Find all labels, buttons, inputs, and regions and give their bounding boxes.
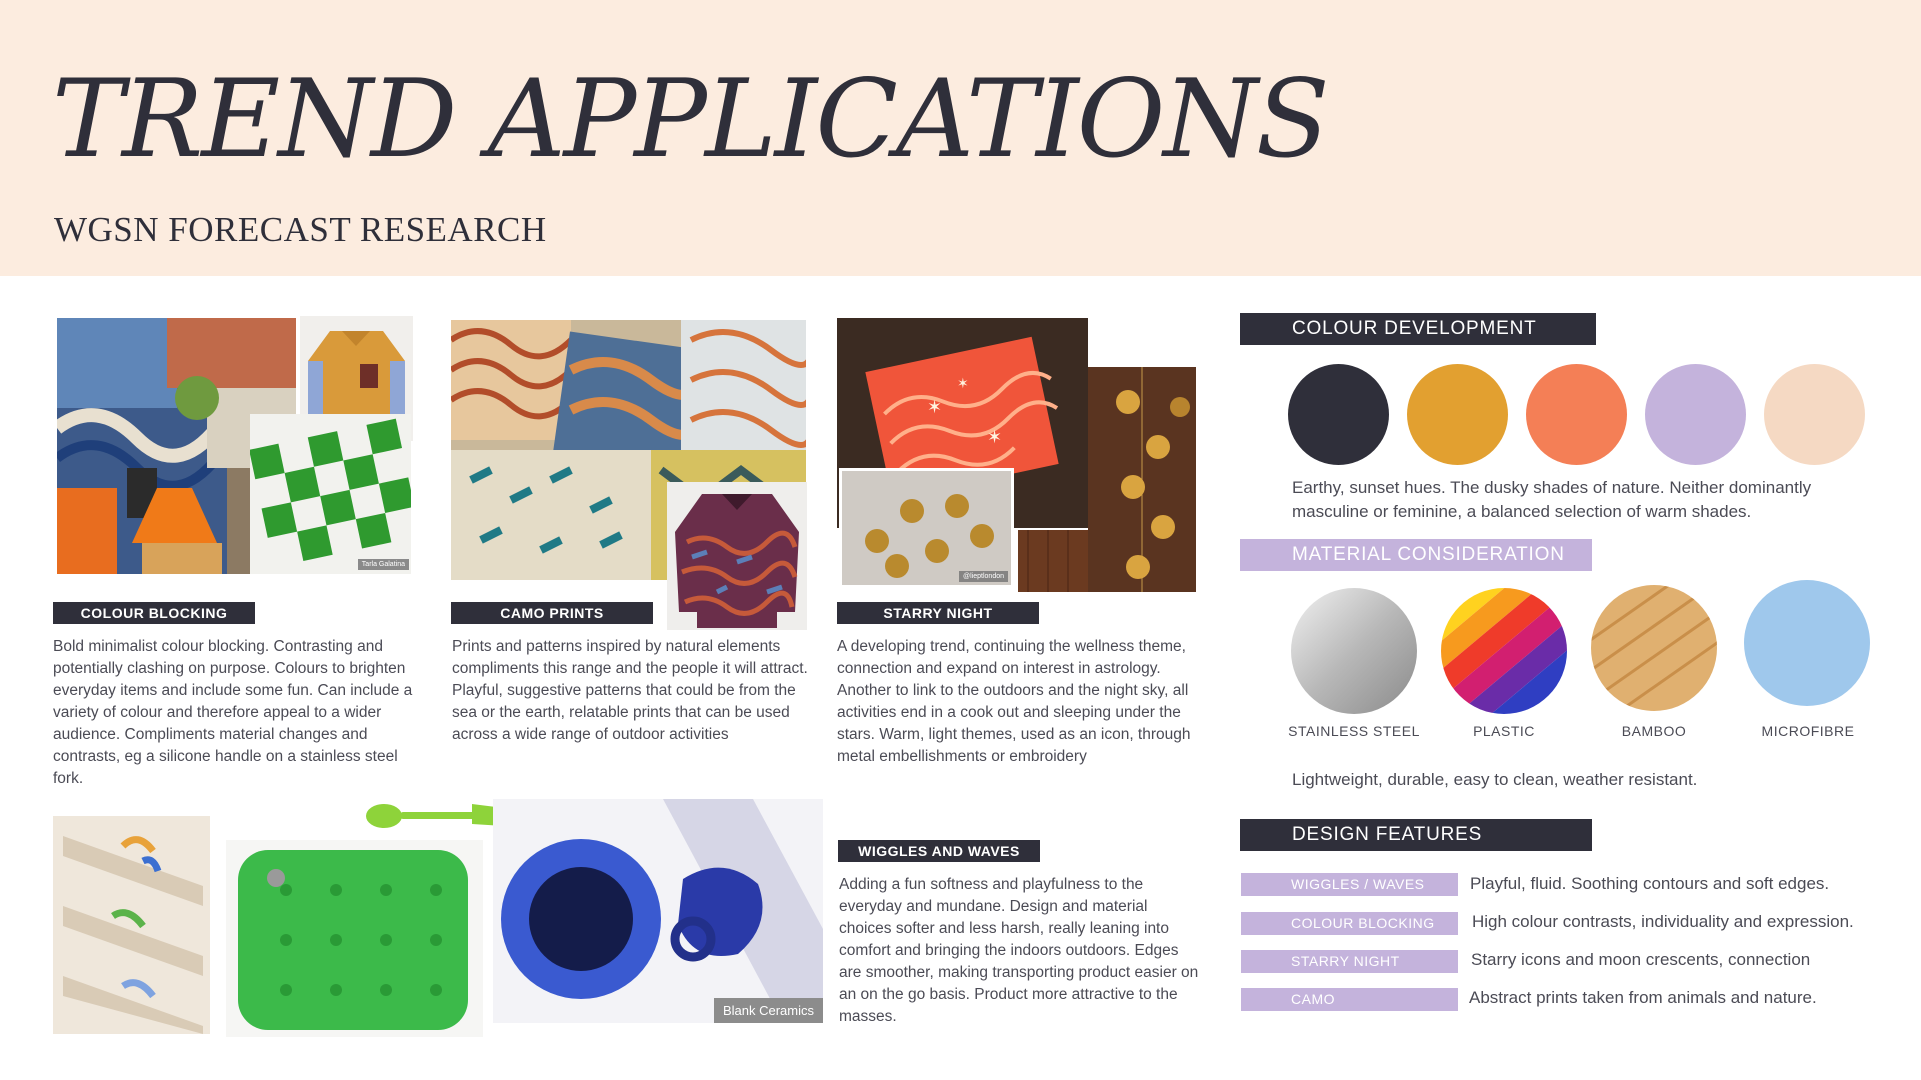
feature-desc-camo: Abstract prints taken from animals and nature. xyxy=(1469,988,1817,1007)
feature-tag-camo: CAMO xyxy=(1241,988,1458,1011)
material-swatch-stainless-steel xyxy=(1291,588,1417,714)
material-swatch-bamboo xyxy=(1591,585,1717,711)
photo-blue-ceramics xyxy=(493,799,823,1023)
feature-desc-colour-blocking: High colour contrasts, individuality and expression. xyxy=(1472,912,1854,931)
colour-swatch xyxy=(1526,364,1627,465)
material-description: Lightweight, durable, easy to clean, weather resistant. xyxy=(1292,770,1698,789)
colour-description: Earthy, sunset hues. The dusky shades of nature. Neither dominantly masculine or feminine, a balanced selection of warm shades. xyxy=(1292,478,1812,521)
material-swatch-microfibre xyxy=(1744,580,1870,706)
svg-text:✶: ✶ xyxy=(927,397,943,417)
svg-text:✶: ✶ xyxy=(957,375,969,391)
page-title: TREND APPLICATIONS xyxy=(52,57,1328,182)
photo-credit: @lieptlondon xyxy=(959,571,1008,582)
colour-swatch xyxy=(1764,364,1865,465)
trend-tag-wiggles-waves: WIGGLES AND WAVES xyxy=(838,840,1040,862)
trend-text-wiggles-waves: Adding a fun softness and playfulness to the everyday and mundane. Design and material choices softer and less harsh, really leaning into comfort and bringing the indoors outdoors. Edges are smoother, making transporting product easier on an on the go basis. Product more attractive to the masses. xyxy=(839,876,1199,1025)
material-swatch-plastic xyxy=(1441,588,1567,714)
trend-text-starry-night: A developing trend, continuing the wellness theme, connection and expand on interest in astrology. Another to link to the outdoors and the night sky, all activities end in a cook out and sleeping under the stars. Warm, light themes, used as an icon, through metal embellishments or embroidery xyxy=(837,638,1191,765)
feature-tag-colour-blocking: COLOUR BLOCKING xyxy=(1241,912,1458,935)
photo-sun-ornaments xyxy=(839,468,1014,588)
material-label-bamboo: BAMBOO xyxy=(1621,723,1687,739)
photo-checkered-rug xyxy=(250,414,411,574)
photo-sun-garland xyxy=(1088,367,1196,592)
feature-desc-wiggles-waves: Playful, fluid. Soothing contours and soft edges. xyxy=(1470,874,1830,893)
section-heading-material-consideration: MATERIAL CONSIDERATION xyxy=(1240,539,1592,571)
section-heading-colour-development: COLOUR DEVELOPMENT xyxy=(1240,313,1596,345)
material-label-stainless-steel: STAINLESS STEEL xyxy=(1288,723,1420,739)
photo-credit: Tarla Galatina xyxy=(358,559,409,570)
colour-swatch xyxy=(1407,364,1508,465)
feature-tag-starry-night: STARRY NIGHT xyxy=(1241,950,1458,973)
colour-swatch xyxy=(1288,364,1389,465)
page-subtitle: WGSN FORECAST RESEARCH xyxy=(54,210,547,249)
feature-desc-starry-night: Starry icons and moon crescents, connection xyxy=(1471,950,1811,969)
header-banner xyxy=(0,0,1921,276)
section-heading-design-features: DESIGN FEATURES xyxy=(1240,819,1592,851)
trend-text-colour-blocking: Bold minimalist colour blocking. Contrasting and potentially clashing on purpose. Colours to brighten everyday items and include some fun. Can include a variety of colour and therefore appeal to a wider audience. Compliments material changes and contrasts, eg a silicone handle on a stainless steel fork. xyxy=(53,638,413,787)
material-label-microfibre: MICROFIBRE xyxy=(1761,723,1855,739)
photo-wood-texture xyxy=(1018,530,1088,592)
photo-green-air-mattress xyxy=(226,840,483,1037)
photo-credit: Blank Ceramics xyxy=(714,998,823,1023)
material-label-plastic: PLASTIC xyxy=(1473,723,1535,739)
photo-patterned-fleece xyxy=(667,482,807,630)
colour-swatch xyxy=(1645,364,1746,465)
photo-green-spork xyxy=(364,796,504,832)
trend-tag-starry-night: STARRY NIGHT xyxy=(837,602,1039,624)
trend-tag-colour-blocking: COLOUR BLOCKING xyxy=(53,602,255,624)
trend-text-camo-prints: Prints and patterns inspired by natural elements compliments this range and the people it will attract. Playful, suggestive patterns that could be from the sea or the earth, relatable prints that can be used across a wide range of outdoor activities xyxy=(452,638,808,743)
photo-wavy-drawers xyxy=(53,816,210,1034)
feature-tag-wiggles-waves: WIGGLES / WAVES xyxy=(1241,873,1458,896)
svg-text:✶: ✶ xyxy=(987,427,1003,447)
trend-tag-camo-prints: CAMO PRINTS xyxy=(451,602,653,624)
